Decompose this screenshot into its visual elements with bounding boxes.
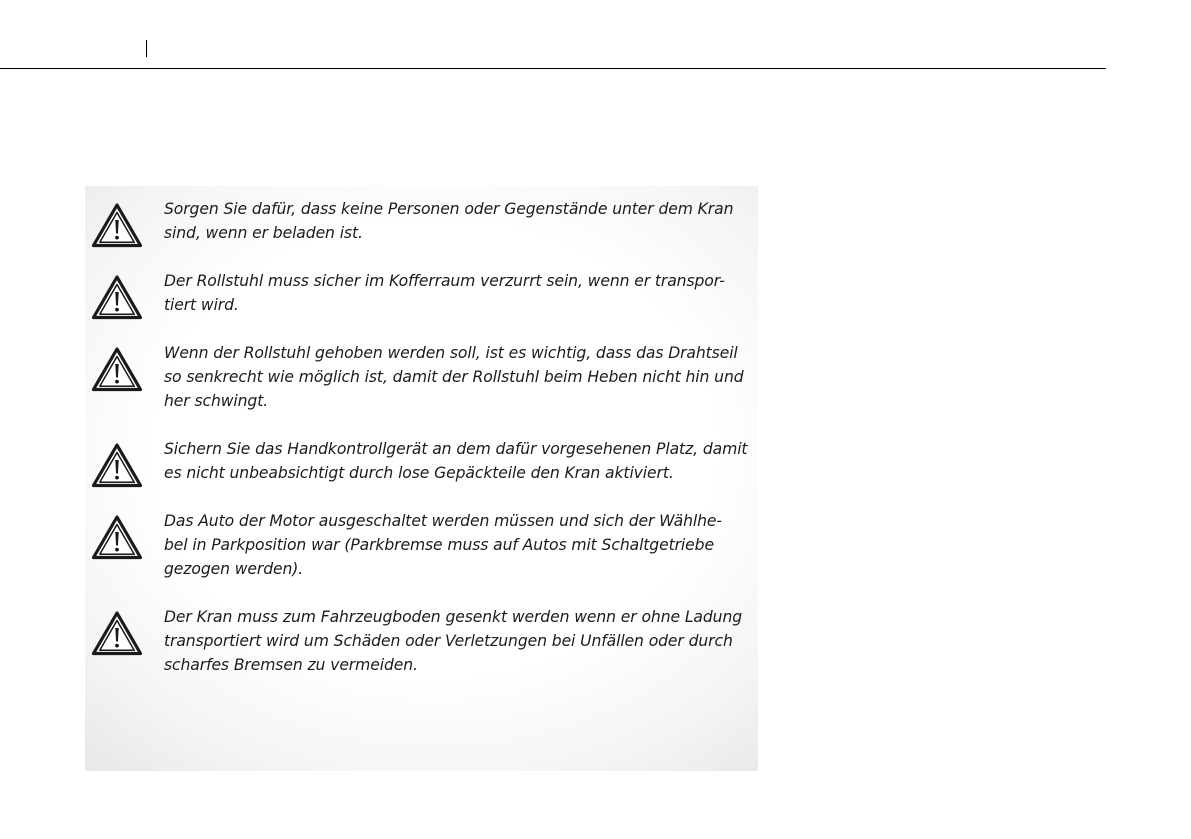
warning-triangle-icon xyxy=(91,610,143,657)
warning-text: Das Auto der Motor ausgeschaltet werden müssen und sich der Wählhe- bel in Parkposition war (Parkbremse muss auf Autos mit Schaltgetriebe gezogen werden). xyxy=(164,512,722,578)
warning-triangle-icon xyxy=(91,274,143,321)
warning-triangle-icon xyxy=(91,442,143,489)
warning-panel xyxy=(85,186,758,771)
header-rule xyxy=(0,68,1106,69)
warning-triangle-icon xyxy=(91,514,143,561)
warning-text: Sichern Sie das Handkontrollgerät an dem dafür vorgesehenen Platz, damit es nicht unbeabsichtigt durch lose Gepäckteile den Kran aktiviert. xyxy=(164,440,748,482)
warning-triangle-icon xyxy=(91,346,143,393)
warning-text: Der Kran muss zum Fahrzeugboden gesenkt werden wenn er ohne Ladung transportiert wird um Schäden oder Verletzungen bei Unfällen oder durch scharfes Bremsen zu vermeiden. xyxy=(164,608,743,674)
warning-text: Wenn der Rollstuhl gehoben werden soll, ist es wichtig, dass das Drahtseil so senkrecht wie möglich ist, damit der Rollstuhl beim Heben nicht hin und her schwingt. xyxy=(164,344,744,410)
warning-triangle-icon xyxy=(91,202,143,249)
warning-text: Sorgen Sie dafür, dass keine Personen oder Gegenstände unter dem Kran sind, wenn er beladen ist. xyxy=(164,200,734,242)
header-tick xyxy=(146,40,147,57)
warning-text: Der Rollstuhl muss sicher im Kofferraum verzurrt sein, wenn er transpor- tiert wird. xyxy=(164,272,725,314)
